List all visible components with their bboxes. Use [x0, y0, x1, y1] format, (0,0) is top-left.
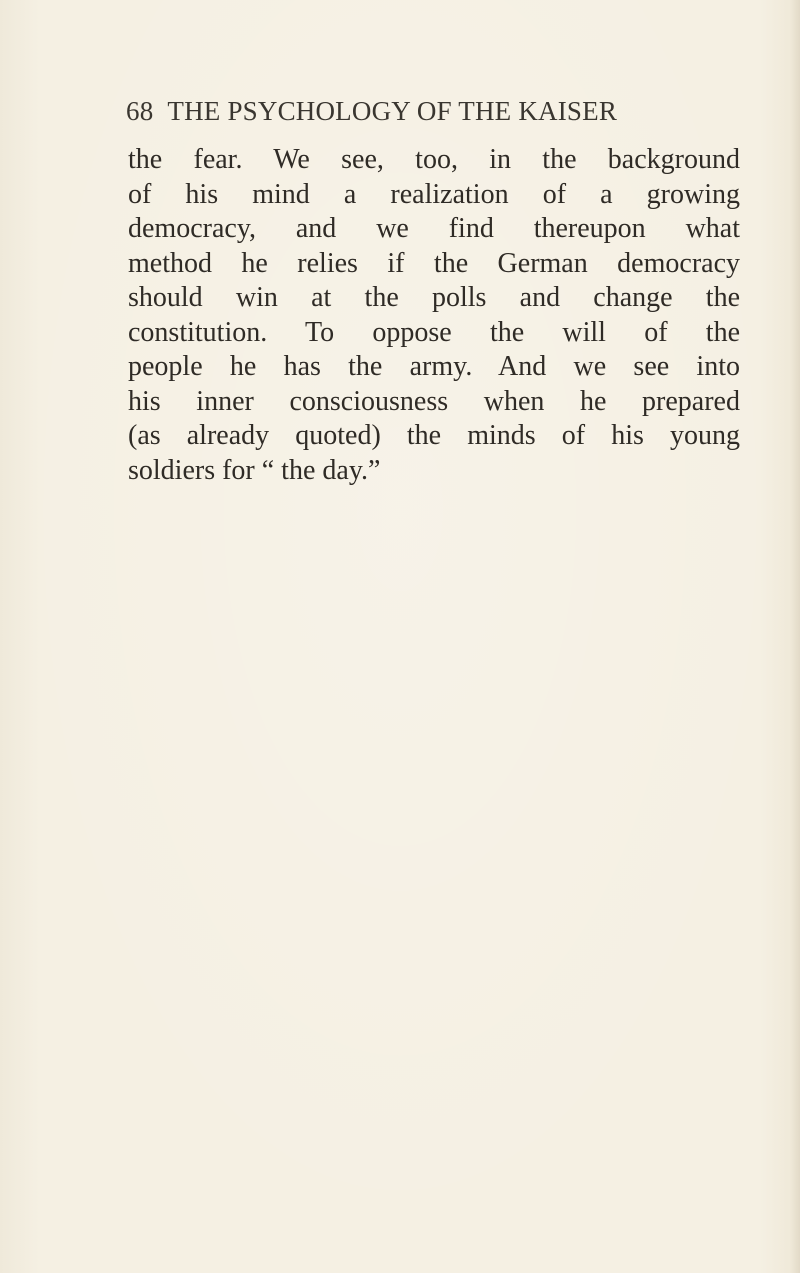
text-line: soldiers for “ the day.”: [128, 454, 381, 486]
page-edge-shadow: [790, 0, 800, 1273]
text-line: his inner consciousness when he prepared: [128, 385, 740, 417]
text-line: method he relies if the German democracy: [128, 247, 740, 279]
running-head: [126, 96, 746, 127]
text-line: the fear. We see, too, in the background: [128, 144, 740, 175]
text-line: of his mind a realization of a growing: [128, 178, 740, 210]
running-title: THE PSYCHOLOGY OF THE KAISER: [167, 96, 618, 126]
text-line: constitution. To oppose the will of the: [128, 316, 740, 348]
text-line: people he has the army. And we see into: [128, 351, 740, 382]
text-line: should win at the polls and change the: [128, 282, 740, 313]
body-paragraph: [128, 143, 740, 488]
page-number: 68: [126, 96, 154, 126]
text-line: (as already quoted) the minds of his young: [128, 420, 740, 451]
text-line: democracy, and we find thereupon what: [128, 213, 740, 244]
